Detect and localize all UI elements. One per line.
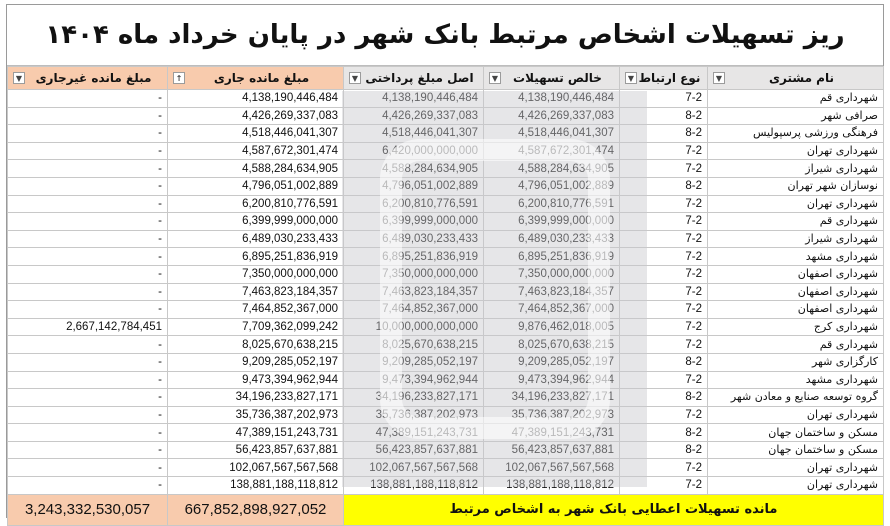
cell-principal-paid[interactable]: 6,489,030,233,433 <box>344 230 484 248</box>
cell-non-current[interactable]: - <box>8 230 168 248</box>
cell-principal-paid[interactable]: 47,389,151,243,731 <box>344 424 484 442</box>
cell-relation-type[interactable]: 7-2 <box>620 283 708 301</box>
cell-customer-name[interactable]: مسکن و ساختمان جهان <box>708 441 884 459</box>
col-header-net-facilities[interactable]: ▼ خالص تسهیلات <box>484 67 620 90</box>
cell-relation-type[interactable]: 7-2 <box>620 248 708 266</box>
cell-customer-name[interactable]: شهرداری شیراز <box>708 160 884 178</box>
cell-non-current[interactable]: - <box>8 389 168 407</box>
cell-current[interactable]: 9,473,394,962,944 <box>168 371 344 389</box>
cell-relation-type[interactable]: 7-2 <box>620 477 708 495</box>
filter-dropdown-icon[interactable]: ▼ <box>349 72 361 84</box>
cell-principal-paid[interactable]: 6,200,810,776,591 <box>344 195 484 213</box>
cell-customer-name[interactable]: مسکن و ساختمان جهان <box>708 424 884 442</box>
cell-principal-paid[interactable]: 56,423,857,637,881 <box>344 441 484 459</box>
cell-non-current[interactable]: - <box>8 301 168 319</box>
table-row <box>8 283 884 301</box>
table-row <box>8 195 884 213</box>
cell-relation-type[interactable]: 7-2 <box>620 142 708 160</box>
cell-principal-paid[interactable]: 34,196,233,827,171 <box>344 389 484 407</box>
cell-current[interactable]: 47,389,151,243,731 <box>168 424 344 442</box>
cell-net-facilities[interactable]: 7,463,823,184,357 <box>484 283 620 301</box>
cell-principal-paid[interactable]: 102,067,567,567,568 <box>344 459 484 477</box>
cell-net-facilities[interactable]: 6,200,810,776,591 <box>484 195 620 213</box>
cell-principal-paid[interactable]: 4,138,190,446,484 <box>344 90 484 108</box>
cell-principal-paid[interactable]: 8,025,670,638,215 <box>344 336 484 354</box>
cell-customer-name[interactable]: شهرداری قم <box>708 90 884 108</box>
cell-net-facilities[interactable]: 4,138,190,446,484 <box>484 90 620 108</box>
cell-current[interactable]: 7,350,000,000,000 <box>168 265 344 283</box>
cell-non-current[interactable]: - <box>8 195 168 213</box>
cell-principal-paid[interactable]: 9,209,285,052,197 <box>344 353 484 371</box>
cell-current[interactable]: 6,895,251,836,919 <box>168 248 344 266</box>
cell-net-facilities[interactable]: 6,399,999,000,000 <box>484 213 620 231</box>
cell-net-facilities[interactable]: 7,350,000,000,000 <box>484 265 620 283</box>
cell-non-current[interactable]: - <box>8 107 168 125</box>
cell-net-facilities[interactable]: 7,464,852,367,000 <box>484 301 620 319</box>
header-row <box>8 67 884 90</box>
cell-net-facilities[interactable]: 9,473,394,962,944 <box>484 371 620 389</box>
cell-net-facilities[interactable]: 56,423,857,637,881 <box>484 441 620 459</box>
filter-dropdown-icon[interactable]: ▼ <box>489 72 501 84</box>
cell-non-current[interactable]: - <box>8 477 168 495</box>
col-header-customer-name[interactable]: ▼ نام مشتری <box>708 67 884 90</box>
cell-customer-name[interactable]: شهرداری مشهد <box>708 371 884 389</box>
col-header-relation-type[interactable]: ▼ نوع ارتباط <box>620 67 708 90</box>
table-row <box>8 107 884 125</box>
cell-net-facilities[interactable]: 4,796,051,002,889 <box>484 177 620 195</box>
cell-current[interactable]: 102,067,567,567,568 <box>168 459 344 477</box>
cell-relation-type[interactable]: 8-2 <box>620 125 708 143</box>
filter-dropdown-icon[interactable]: ▼ <box>625 72 637 84</box>
cell-principal-paid[interactable]: 4,588,284,634,905 <box>344 160 484 178</box>
cell-customer-name[interactable]: فرهنگی ورزشی پرسپولیس <box>708 125 884 143</box>
cell-customer-name[interactable]: شهرداری تهران <box>708 195 884 213</box>
cell-principal-paid[interactable]: 6,420,000,000,000 <box>344 142 484 160</box>
cell-current[interactable]: 35,736,387,202,973 <box>168 406 344 424</box>
cell-relation-type[interactable]: 8-2 <box>620 353 708 371</box>
cell-relation-type[interactable]: 7-2 <box>620 90 708 108</box>
cell-current[interactable]: 138,881,188,118,812 <box>168 477 344 495</box>
cell-current[interactable]: 6,200,810,776,591 <box>168 195 344 213</box>
table-row <box>8 265 884 283</box>
cell-net-facilities[interactable]: 102,067,567,567,568 <box>484 459 620 477</box>
cell-net-facilities[interactable]: 9,876,462,018,005 <box>484 318 620 336</box>
cell-non-current[interactable]: - <box>8 90 168 108</box>
table-row <box>8 142 884 160</box>
cell-net-facilities[interactable]: 4,518,446,041,307 <box>484 125 620 143</box>
cell-principal-paid[interactable]: 4,518,446,041,307 <box>344 125 484 143</box>
table-row <box>8 125 884 143</box>
cell-principal-paid[interactable]: 6,895,251,836,919 <box>344 248 484 266</box>
table-row <box>8 248 884 266</box>
cell-net-facilities[interactable]: 9,209,285,052,197 <box>484 353 620 371</box>
cell-relation-type[interactable]: 7-2 <box>620 265 708 283</box>
table-row <box>8 441 884 459</box>
cell-customer-name[interactable]: شهرداری تهران <box>708 406 884 424</box>
cell-non-current[interactable]: - <box>8 265 168 283</box>
cell-current[interactable]: 9,209,285,052,197 <box>168 353 344 371</box>
col-header-current[interactable]: ↑ مبلغ مانده جاری <box>168 67 344 90</box>
table-row <box>8 389 884 407</box>
cell-relation-type[interactable]: 7-2 <box>620 195 708 213</box>
cell-non-current[interactable]: - <box>8 371 168 389</box>
totals-label: مانده تسهیلات اعطایی بانک شهر به اشخاص مرتبط <box>344 494 884 525</box>
cell-non-current[interactable]: - <box>8 125 168 143</box>
cell-customer-name[interactable]: شهرداری اصفهان <box>708 265 884 283</box>
cell-customer-name[interactable]: کارگزاری شهر <box>708 353 884 371</box>
table-row <box>8 424 884 442</box>
cell-customer-name[interactable]: صرافی شهر <box>708 107 884 125</box>
cell-principal-paid[interactable]: 7,350,000,000,000 <box>344 265 484 283</box>
cell-current[interactable]: 4,518,446,041,307 <box>168 125 344 143</box>
col-header-non-current[interactable]: ▼ مبلغ مانده غیرجاری <box>8 67 168 90</box>
cell-non-current[interactable]: - <box>8 248 168 266</box>
filter-dropdown-icon[interactable]: ▼ <box>13 72 25 84</box>
cell-current[interactable]: 7,709,362,099,242 <box>168 318 344 336</box>
cell-current[interactable]: 56,423,857,637,881 <box>168 441 344 459</box>
cell-customer-name[interactable]: نوسازان شهر تهران <box>708 177 884 195</box>
cell-relation-type[interactable]: 7-2 <box>620 336 708 354</box>
filter-dropdown-icon[interactable]: ▼ <box>713 72 725 84</box>
table-row <box>8 353 884 371</box>
table-row <box>8 301 884 319</box>
table-row <box>8 406 884 424</box>
cell-customer-name[interactable]: شهرداری کرج <box>708 318 884 336</box>
cell-current[interactable]: 7,464,852,367,000 <box>168 301 344 319</box>
cell-customer-name[interactable]: شهرداری مشهد <box>708 248 884 266</box>
cell-non-current[interactable]: - <box>8 283 168 301</box>
cell-customer-name[interactable]: شهرداری تهران <box>708 142 884 160</box>
cell-principal-paid[interactable]: 9,473,394,962,944 <box>344 371 484 389</box>
cell-relation-type[interactable]: 8-2 <box>620 424 708 442</box>
cell-current[interactable]: 4,796,051,002,889 <box>168 177 344 195</box>
cell-principal-paid[interactable]: 10,000,000,000,000 <box>344 318 484 336</box>
cell-non-current[interactable]: - <box>8 353 168 371</box>
cell-relation-type[interactable]: 7-2 <box>620 230 708 248</box>
cell-relation-type[interactable]: 7-2 <box>620 371 708 389</box>
cell-relation-type[interactable]: 7-2 <box>620 459 708 477</box>
cell-customer-name[interactable]: شهرداری اصفهان <box>708 283 884 301</box>
cell-net-facilities[interactable]: 35,736,387,202,973 <box>484 406 620 424</box>
cell-relation-type[interactable]: 7-2 <box>620 406 708 424</box>
cell-principal-paid[interactable]: 7,463,823,184,357 <box>344 283 484 301</box>
cell-current[interactable]: 4,426,269,337,083 <box>168 107 344 125</box>
cell-non-current[interactable]: - <box>8 424 168 442</box>
cell-relation-type[interactable]: 8-2 <box>620 107 708 125</box>
cell-current[interactable]: 6,399,999,000,000 <box>168 213 344 231</box>
cell-relation-type[interactable]: 7-2 <box>620 301 708 319</box>
cell-non-current[interactable]: - <box>8 142 168 160</box>
cell-net-facilities[interactable]: 6,895,251,836,919 <box>484 248 620 266</box>
spreadsheet <box>6 4 884 518</box>
cell-non-current[interactable]: - <box>8 213 168 231</box>
table-row <box>8 318 884 336</box>
total-non-current[interactable]: 3,243,332,530,057 <box>8 494 168 525</box>
table-row <box>8 90 884 108</box>
cell-current[interactable]: 7,463,823,184,357 <box>168 283 344 301</box>
cell-current[interactable]: 34,196,233,827,171 <box>168 389 344 407</box>
cell-principal-paid[interactable]: 4,426,269,337,083 <box>344 107 484 125</box>
cell-relation-type[interactable]: 8-2 <box>620 441 708 459</box>
table-row <box>8 459 884 477</box>
cell-non-current[interactable]: - <box>8 406 168 424</box>
table-row <box>8 177 884 195</box>
cell-relation-type[interactable]: 7-2 <box>620 213 708 231</box>
page-title: ریز تسهیلات اشخاص مرتبط بانک شهر در پایان خرداد ماه ۱۴۰۴ <box>7 5 883 66</box>
cell-current[interactable]: 4,588,284,634,905 <box>168 160 344 178</box>
cell-customer-name[interactable]: شهرداری اصفهان <box>708 301 884 319</box>
cell-current[interactable]: 4,587,672,301,474 <box>168 142 344 160</box>
cell-non-current[interactable]: - <box>8 441 168 459</box>
cell-current[interactable]: 4,138,190,446,484 <box>168 90 344 108</box>
cell-customer-name[interactable]: شهرداری قم <box>708 336 884 354</box>
cell-customer-name[interactable]: گروه توسعه صنایع و معادن شهر <box>708 389 884 407</box>
table-row <box>8 213 884 231</box>
cell-principal-paid[interactable]: 35,736,387,202,973 <box>344 406 484 424</box>
cell-principal-paid[interactable]: 138,881,188,118,812 <box>344 477 484 495</box>
cell-relation-type[interactable]: 7-2 <box>620 160 708 178</box>
cell-non-current[interactable]: - <box>8 177 168 195</box>
cell-net-facilities[interactable]: 4,426,269,337,083 <box>484 107 620 125</box>
cell-customer-name[interactable]: شهرداری تهران <box>708 477 884 495</box>
cell-relation-type[interactable]: 8-2 <box>620 177 708 195</box>
cell-customer-name[interactable]: شهرداری تهران <box>708 459 884 477</box>
cell-principal-paid[interactable]: 7,464,852,367,000 <box>344 301 484 319</box>
table-row <box>8 230 884 248</box>
cell-principal-paid[interactable]: 4,796,051,002,889 <box>344 177 484 195</box>
cell-net-facilities[interactable]: 4,587,672,301,474 <box>484 142 620 160</box>
cell-current[interactable]: 6,489,030,233,433 <box>168 230 344 248</box>
cell-relation-type[interactable]: 7-2 <box>620 318 708 336</box>
cell-net-facilities[interactable]: 47,389,151,243,731 <box>484 424 620 442</box>
table-row <box>8 371 884 389</box>
cell-current[interactable]: 8,025,670,638,215 <box>168 336 344 354</box>
cell-net-facilities[interactable]: 34,196,233,827,171 <box>484 389 620 407</box>
cell-non-current[interactable]: 2,667,142,784,451 <box>8 318 168 336</box>
col-header-principal-paid[interactable]: ▼ اصل مبلغ پرداختی <box>344 67 484 90</box>
sort-ascending-icon[interactable]: ↑ <box>173 72 185 84</box>
cell-net-facilities[interactable]: 4,588,284,634,905 <box>484 160 620 178</box>
table-row <box>8 477 884 495</box>
cell-non-current[interactable]: - <box>8 336 168 354</box>
cell-non-current[interactable]: - <box>8 160 168 178</box>
cell-net-facilities[interactable]: 8,025,670,638,215 <box>484 336 620 354</box>
total-current[interactable]: 667,852,898,927,052 <box>168 494 344 525</box>
table-row <box>8 160 884 178</box>
cell-net-facilities[interactable]: 6,489,030,233,433 <box>484 230 620 248</box>
cell-net-facilities[interactable]: 138,881,188,118,812 <box>484 477 620 495</box>
table-body <box>8 90 884 495</box>
table-row <box>8 336 884 354</box>
facilities-table <box>7 66 884 526</box>
cell-non-current[interactable]: - <box>8 459 168 477</box>
cell-principal-paid[interactable]: 6,399,999,000,000 <box>344 213 484 231</box>
cell-customer-name[interactable]: شهرداری قم <box>708 213 884 231</box>
cell-customer-name[interactable]: شهرداری شیراز <box>708 230 884 248</box>
cell-relation-type[interactable]: 8-2 <box>620 389 708 407</box>
totals-row <box>8 494 884 525</box>
